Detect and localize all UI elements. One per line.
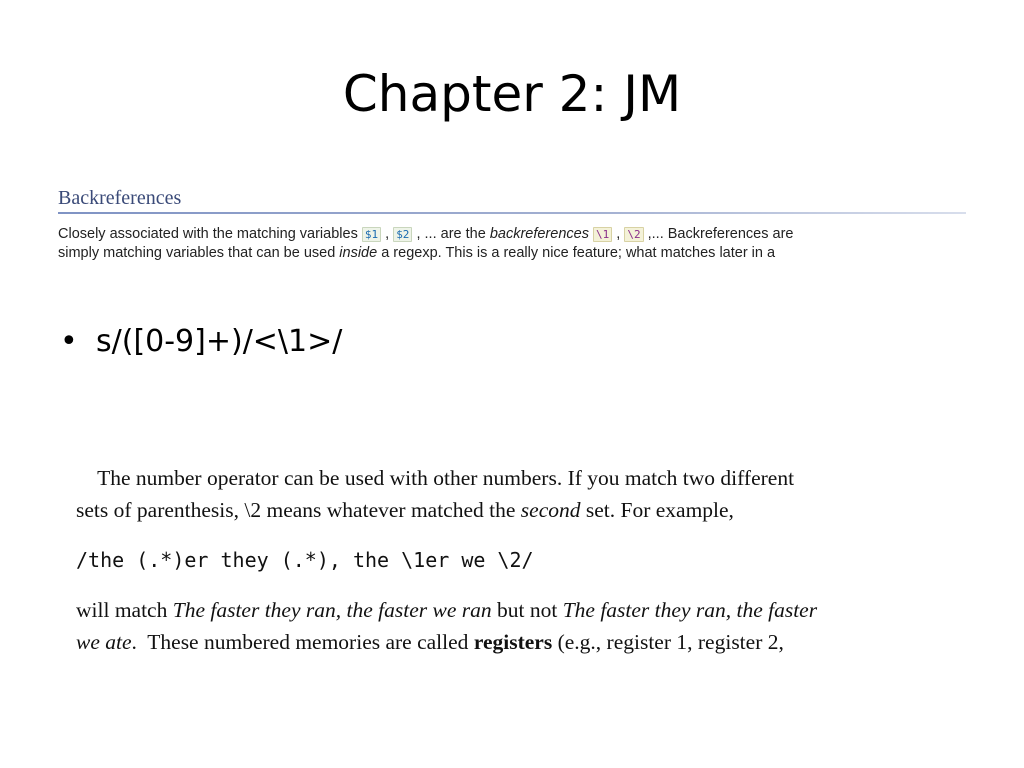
text-segment: . These numbered memories are called [131, 630, 474, 654]
backref-chip-1: \1 [593, 227, 612, 242]
variable-chip-2: $2 [393, 227, 412, 242]
textbook-excerpt [76, 462, 966, 658]
slide-title: Chapter 2: JM [342, 65, 682, 123]
text-segment: but not [491, 598, 563, 622]
variable-chip-1: $1 [362, 227, 381, 242]
text-segment: will match [76, 598, 173, 622]
bold-registers: registers [473, 630, 553, 654]
text-segment: , [612, 226, 625, 242]
emphasis-inside: inside [339, 245, 378, 261]
excerpt2-line-4 [76, 626, 966, 658]
text-segment: ,... Backreferences are [643, 226, 794, 242]
regex-code-line: /the (.*)er they (.*), the \1er we \2/ [76, 548, 534, 572]
text-segment: , ... are the [412, 226, 490, 242]
text-segment: Closely associated with the matching variables [58, 226, 362, 242]
bullet-text: s/([0-9]+)/<\1>/ [96, 324, 343, 359]
bullet-marker: • [60, 324, 78, 359]
emphasis-example-2: The faster they ran, the faster [562, 598, 818, 622]
text-segment: , [381, 226, 394, 242]
excerpt-heading: Backreferences [58, 187, 182, 209]
emphasis-we-ate: we ate [76, 630, 132, 654]
excerpt-line-2 [58, 244, 968, 263]
text-segment: a regexp. This is a really nice feature; what matches later in a [377, 245, 776, 261]
emphasis-second: second [520, 498, 581, 522]
emphasis-backreferences: backreferences [489, 226, 589, 242]
heading-underline [58, 212, 966, 214]
text-segment: (e.g., register 1, register 2, [552, 630, 784, 654]
text-segment: simply matching variables that can be used [58, 245, 340, 261]
excerpt2-line-3 [76, 594, 966, 626]
bullet-item [60, 322, 342, 362]
excerpt-line-1 [58, 225, 968, 244]
excerpt2-line-1: The number operator can be used with other numbers. If you match two different [76, 466, 795, 490]
backreferences-excerpt [58, 184, 968, 263]
text-segment: set. For example, [580, 498, 734, 522]
emphasis-example-1: The faster they ran, the faster we ran [172, 598, 492, 622]
backref-chip-2: \2 [624, 227, 643, 242]
excerpt2-line-2 [76, 494, 966, 526]
excerpt-paragraph [58, 225, 968, 263]
text-segment: sets of parenthesis, \2 means whatever matched the [76, 498, 521, 522]
